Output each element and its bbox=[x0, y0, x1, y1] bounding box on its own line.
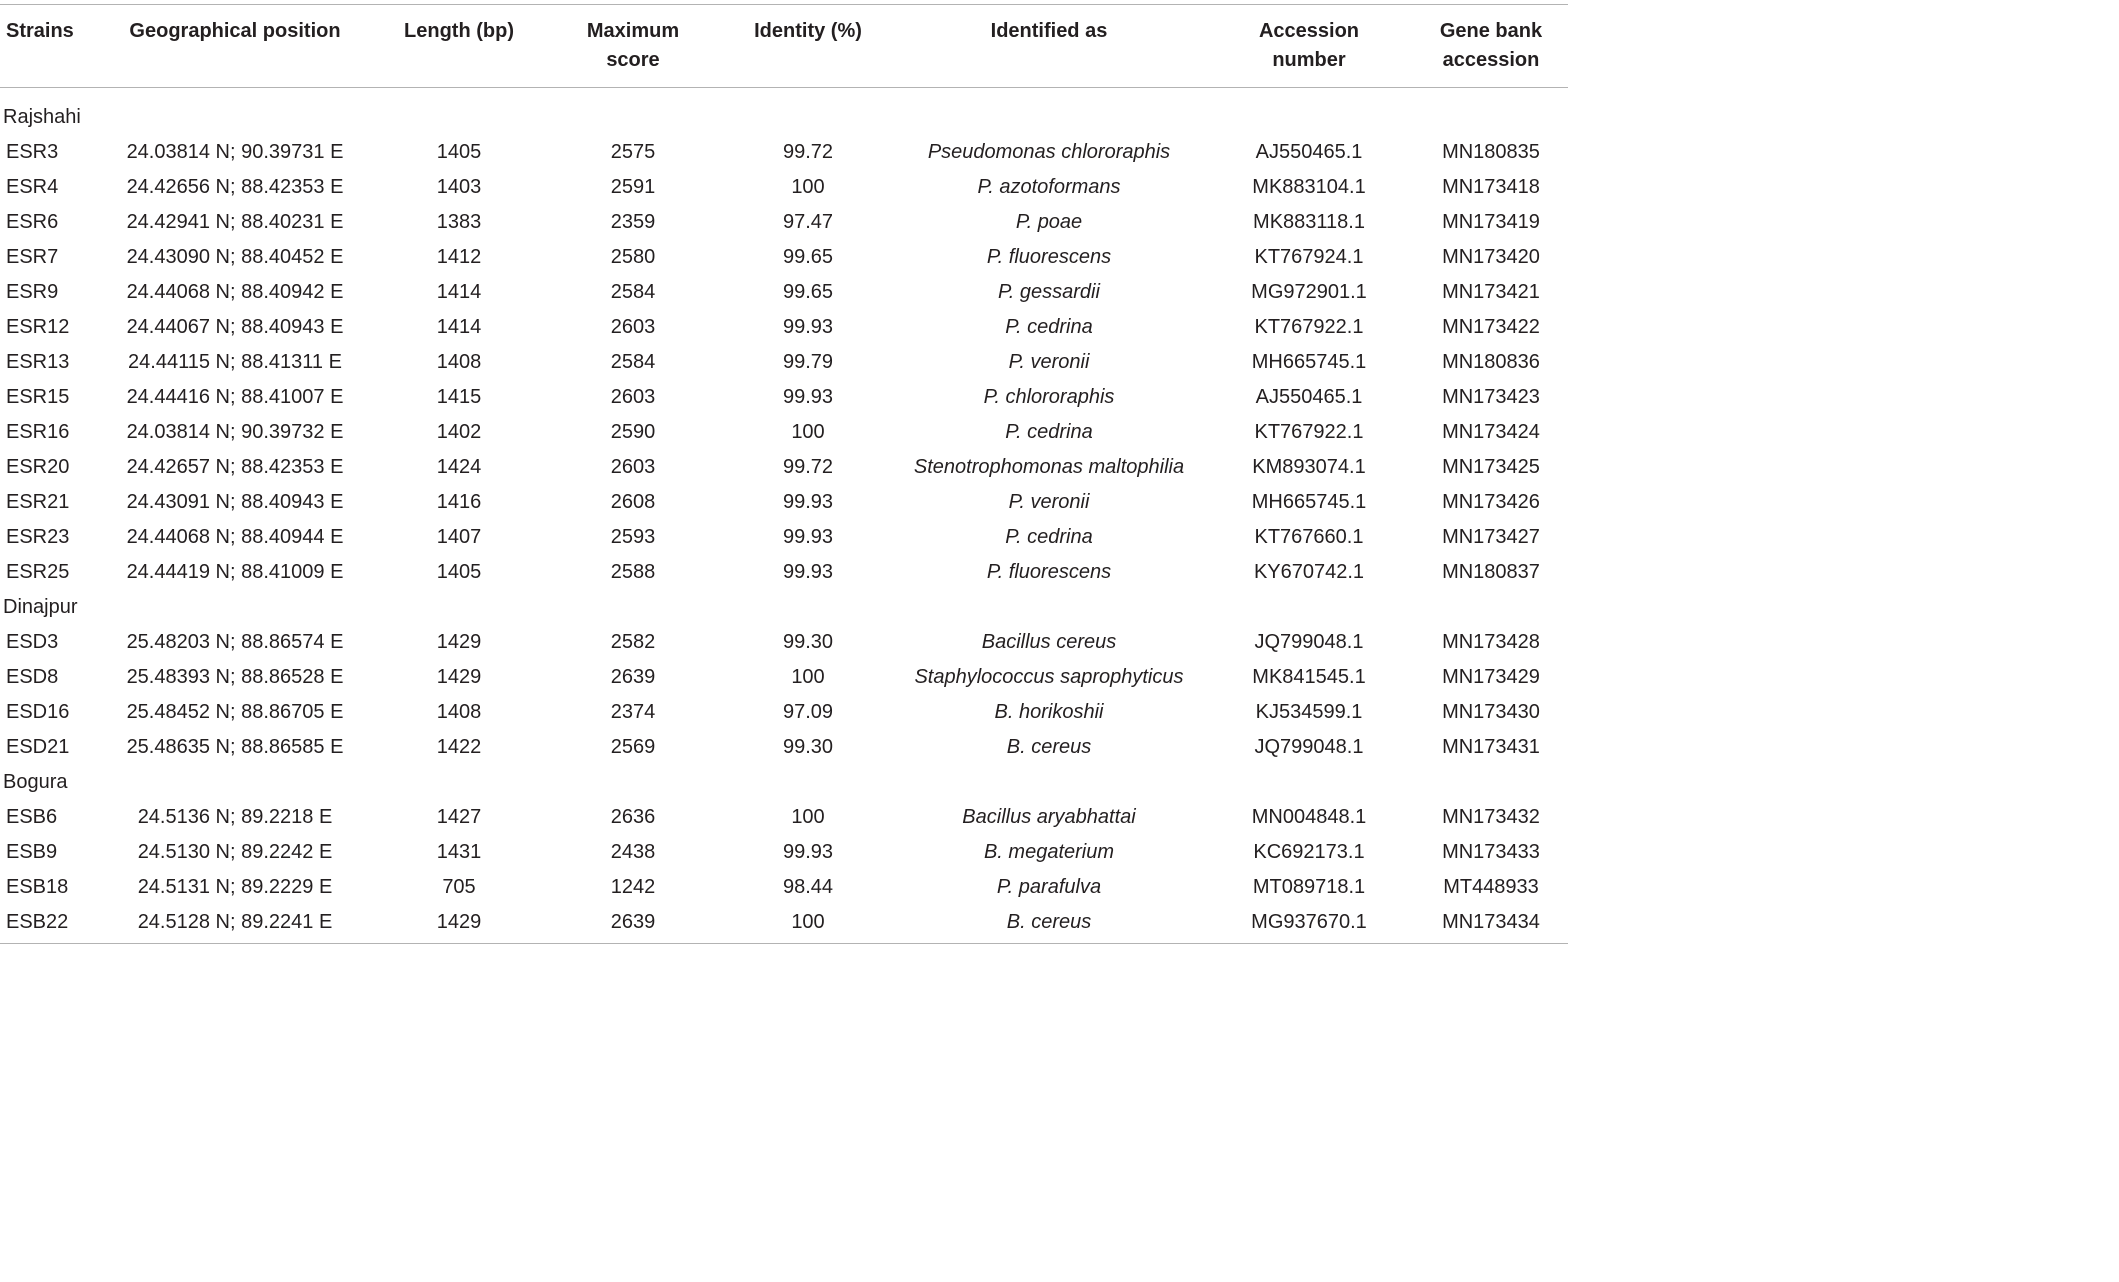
accession-number-cell: MT089718.1 bbox=[1252, 876, 1366, 898]
geographical-position-cell: 25.48203 N; 88.86574 E bbox=[126, 631, 344, 653]
geographical-position-cell: 24.03814 N; 90.39732 E bbox=[126, 421, 344, 443]
length-cell: 1416 bbox=[436, 491, 482, 513]
identity-cell: 99.79 bbox=[782, 351, 834, 373]
length-cell: 1414 bbox=[436, 316, 482, 338]
geographical-position-cell: 24.44115 N; 88.41311 E bbox=[128, 351, 342, 373]
table-row bbox=[0, 415, 1568, 450]
maximum-score-cell: 2374 bbox=[610, 701, 656, 723]
table-row bbox=[0, 730, 1568, 765]
strain-cell: ESB9 bbox=[6, 841, 58, 863]
gene-bank-accession-cell: MN173422 bbox=[1442, 316, 1540, 338]
accession-number-cell: KY670742.1 bbox=[1253, 561, 1365, 583]
strain-cell: ESR23 bbox=[6, 526, 70, 548]
length-cell: 1405 bbox=[436, 561, 482, 583]
geographical-position-cell: 24.42941 N; 88.40231 E bbox=[126, 211, 344, 233]
maximum-score-cell: 2575 bbox=[610, 141, 656, 163]
maximum-score-cell: 2603 bbox=[610, 316, 656, 338]
table-bottom-rule bbox=[0, 943, 1568, 944]
accession-number-cell: KJ534599.1 bbox=[1255, 701, 1363, 723]
strain-cell: ESR16 bbox=[6, 421, 70, 443]
identity-cell: 100 bbox=[791, 666, 825, 688]
table-row bbox=[0, 835, 1568, 870]
strain-cell: ESR7 bbox=[6, 246, 59, 268]
table-row bbox=[0, 450, 1568, 485]
identified-as-cell: P. cedrina bbox=[1005, 421, 1093, 443]
region-label: Bogura bbox=[3, 771, 68, 793]
header-geographical-position: Geographical position bbox=[129, 20, 341, 42]
geographical-position-cell: 24.5136 N; 89.2218 E bbox=[137, 806, 333, 828]
table-row bbox=[0, 170, 1568, 205]
gene-bank-accession-cell: MN173430 bbox=[1442, 701, 1540, 723]
accession-number-cell: JQ799048.1 bbox=[1254, 736, 1364, 758]
header-gene-bank-accession bbox=[1414, 4, 1568, 87]
table-row bbox=[0, 870, 1568, 905]
length-cell: 705 bbox=[442, 876, 476, 898]
identified-as-cell: B. cereus bbox=[1006, 911, 1092, 933]
identity-cell: 100 bbox=[791, 806, 825, 828]
length-cell: 1405 bbox=[436, 141, 482, 163]
identified-as-cell: P. gessardii bbox=[998, 281, 1100, 303]
identity-cell: 99.30 bbox=[782, 631, 834, 653]
table-body bbox=[0, 87, 1568, 940]
gene-bank-accession-cell: MN173426 bbox=[1442, 491, 1540, 513]
geographical-position-cell: 25.48635 N; 88.86585 E bbox=[126, 736, 344, 758]
accession-number-cell: KT767924.1 bbox=[1254, 246, 1364, 268]
accession-number-cell: MK883118.1 bbox=[1253, 211, 1365, 233]
maximum-score-cell: 2603 bbox=[610, 456, 656, 478]
strain-cell: ESD21 bbox=[6, 736, 70, 758]
accession-number-cell: MN004848.1 bbox=[1251, 806, 1367, 828]
identity-cell: 100 bbox=[791, 421, 825, 443]
geographical-position-cell: 25.48452 N; 88.86705 E bbox=[126, 701, 344, 723]
identity-cell: 97.09 bbox=[782, 701, 834, 723]
table-row bbox=[0, 380, 1568, 415]
identified-as-cell: P. cedrina bbox=[1005, 526, 1093, 548]
region-label: Dinajpur bbox=[3, 596, 78, 618]
identified-as-cell: P. fluorescens bbox=[986, 561, 1112, 583]
table-row bbox=[0, 905, 1568, 940]
table-row bbox=[0, 345, 1568, 380]
maximum-score-cell: 2588 bbox=[610, 561, 656, 583]
accession-number-cell: MG937670.1 bbox=[1251, 911, 1367, 933]
identified-as-cell: Bacillus cereus bbox=[981, 631, 1117, 653]
strain-cell: ESR3 bbox=[6, 141, 59, 163]
length-cell: 1402 bbox=[436, 421, 482, 443]
length-cell: 1408 bbox=[436, 351, 482, 373]
maximum-score-cell: 2639 bbox=[610, 666, 656, 688]
maximum-score-cell: 2591 bbox=[610, 176, 656, 198]
maximum-score-cell: 2580 bbox=[610, 246, 656, 268]
geographical-position-cell: 24.42657 N; 88.42353 E bbox=[126, 456, 344, 478]
geographical-position-cell: 24.5128 N; 89.2241 E bbox=[137, 911, 333, 933]
gene-bank-accession-cell: MN173428 bbox=[1442, 631, 1540, 653]
header-length: Length (bp) bbox=[404, 20, 514, 42]
length-cell: 1403 bbox=[436, 176, 482, 198]
identified-as-cell: B. cereus bbox=[1006, 736, 1092, 758]
maximum-score-cell: 2608 bbox=[610, 491, 656, 513]
gene-bank-accession-cell: MN173431 bbox=[1442, 736, 1540, 758]
identified-as-cell: P. veronii bbox=[1008, 351, 1090, 373]
gene-bank-accession-cell: MN173421 bbox=[1442, 281, 1540, 303]
identified-as-cell: P. poae bbox=[1015, 211, 1083, 233]
region-row bbox=[0, 100, 1568, 135]
maximum-score-cell: 2569 bbox=[610, 736, 656, 758]
table-row bbox=[0, 240, 1568, 275]
gene-bank-accession-cell: MN173432 bbox=[1442, 806, 1540, 828]
strain-cell: ESD16 bbox=[6, 701, 70, 723]
identity-cell: 99.30 bbox=[782, 736, 834, 758]
geographical-position-cell: 24.44068 N; 88.40942 E bbox=[126, 281, 344, 303]
header-accession-number-label: Accession number bbox=[1258, 20, 1360, 71]
identity-cell: 99.93 bbox=[782, 526, 834, 548]
strain-cell: ESR13 bbox=[6, 351, 70, 373]
header-spacer-cell bbox=[0, 87, 1568, 100]
header-identity: Identity (%) bbox=[754, 20, 862, 42]
identity-cell: 99.65 bbox=[782, 281, 834, 303]
gene-bank-accession-cell: MN173420 bbox=[1442, 246, 1540, 268]
table-row bbox=[0, 310, 1568, 345]
accession-number-cell: MK841545.1 bbox=[1252, 666, 1366, 688]
maximum-score-cell: 2593 bbox=[610, 526, 656, 548]
maximum-score-cell: 2582 bbox=[610, 631, 656, 653]
maximum-score-cell: 2636 bbox=[610, 806, 656, 828]
strain-cell: ESR6 bbox=[6, 211, 59, 233]
geographical-position-cell: 24.43090 N; 88.40452 E bbox=[126, 246, 344, 268]
region-label: Rajshahi bbox=[3, 106, 81, 128]
identified-as-cell: B. megaterium bbox=[983, 841, 1115, 863]
strain-cell: ESR12 bbox=[6, 316, 70, 338]
geographical-position-cell: 24.5131 N; 89.2229 E bbox=[137, 876, 333, 898]
length-cell: 1431 bbox=[436, 841, 482, 863]
table-row bbox=[0, 135, 1568, 170]
accession-number-cell: AJ550465.1 bbox=[1255, 141, 1363, 163]
length-cell: 1412 bbox=[436, 246, 482, 268]
accession-number-cell: KT767922.1 bbox=[1254, 316, 1364, 338]
accession-number-cell: MG972901.1 bbox=[1251, 281, 1367, 303]
strain-identification-table bbox=[0, 4, 1568, 940]
geographical-position-cell: 24.44419 N; 88.41009 E bbox=[126, 561, 344, 583]
strain-cell: ESB6 bbox=[6, 806, 58, 828]
gene-bank-accession-cell: MN173418 bbox=[1442, 176, 1540, 198]
table-row bbox=[0, 485, 1568, 520]
gene-bank-accession-cell: MN173433 bbox=[1442, 841, 1540, 863]
identified-as-cell: P. parafulva bbox=[996, 876, 1102, 898]
geographical-position-cell: 24.03814 N; 90.39731 E bbox=[126, 141, 344, 163]
region-row bbox=[0, 590, 1568, 625]
identity-cell: 98.44 bbox=[782, 876, 834, 898]
identity-cell: 99.93 bbox=[782, 841, 834, 863]
table-header bbox=[0, 4, 1568, 87]
geographical-position-cell: 24.42656 N; 88.42353 E bbox=[126, 176, 344, 198]
accession-number-cell: MK883104.1 bbox=[1252, 176, 1366, 198]
header-identified-as: Identified as bbox=[990, 20, 1108, 42]
accession-number-cell: KT767922.1 bbox=[1254, 421, 1364, 443]
gene-bank-accession-cell: MN180835 bbox=[1442, 141, 1540, 163]
identified-as-cell: P. azotoformans bbox=[977, 176, 1121, 198]
length-cell: 1427 bbox=[436, 806, 482, 828]
strain-cell: ESR4 bbox=[6, 176, 59, 198]
header-maximum-score bbox=[544, 4, 722, 87]
identity-cell: 97.47 bbox=[782, 211, 834, 233]
identified-as-cell: B. horikoshii bbox=[994, 701, 1104, 723]
accession-number-cell: KM893074.1 bbox=[1252, 456, 1366, 478]
length-cell: 1415 bbox=[436, 386, 482, 408]
length-cell: 1414 bbox=[436, 281, 482, 303]
length-cell: 1429 bbox=[436, 631, 482, 653]
length-cell: 1429 bbox=[436, 911, 482, 933]
table-row bbox=[0, 555, 1568, 590]
identity-cell: 100 bbox=[791, 176, 825, 198]
identified-as-cell: Pseudomonas chlororaphis bbox=[927, 141, 1171, 163]
length-cell: 1407 bbox=[436, 526, 482, 548]
identity-cell: 99.93 bbox=[782, 316, 834, 338]
identity-cell: 99.93 bbox=[782, 491, 834, 513]
maximum-score-cell: 2603 bbox=[610, 386, 656, 408]
strain-cell: ESR25 bbox=[6, 561, 70, 583]
identified-as-cell: Staphylococcus saprophyticus bbox=[914, 666, 1184, 688]
strain-cell: ESR15 bbox=[6, 386, 70, 408]
identified-as-cell: P. cedrina bbox=[1005, 316, 1093, 338]
maximum-score-cell: 2639 bbox=[610, 911, 656, 933]
length-cell: 1429 bbox=[436, 666, 482, 688]
strain-cell: ESR20 bbox=[6, 456, 70, 478]
gene-bank-accession-cell: MN173429 bbox=[1442, 666, 1540, 688]
strain-cell: ESD8 bbox=[6, 666, 59, 688]
gene-bank-accession-cell: MN173423 bbox=[1442, 386, 1540, 408]
table-row bbox=[0, 695, 1568, 730]
geographical-position-cell: 24.44416 N; 88.41007 E bbox=[126, 386, 344, 408]
maximum-score-cell: 2438 bbox=[610, 841, 656, 863]
identity-cell: 99.72 bbox=[782, 456, 834, 478]
maximum-score-cell: 1242 bbox=[610, 876, 656, 898]
table-row bbox=[0, 800, 1568, 835]
strain-cell: ESR21 bbox=[6, 491, 70, 513]
identified-as-cell: Bacillus aryabhattai bbox=[962, 806, 1136, 828]
accession-number-cell: KC692173.1 bbox=[1253, 841, 1365, 863]
length-cell: 1422 bbox=[436, 736, 482, 758]
identity-cell: 99.93 bbox=[782, 561, 834, 583]
strain-cell: ESB18 bbox=[6, 876, 69, 898]
maximum-score-cell: 2584 bbox=[610, 351, 656, 373]
geographical-position-cell: 24.44068 N; 88.40944 E bbox=[126, 526, 344, 548]
gene-bank-accession-cell: MN173419 bbox=[1442, 211, 1540, 233]
gene-bank-accession-cell: MN173434 bbox=[1442, 911, 1540, 933]
strain-cell: ESD3 bbox=[6, 631, 59, 653]
table-row bbox=[0, 520, 1568, 555]
region-row bbox=[0, 765, 1568, 800]
maximum-score-cell: 2359 bbox=[610, 211, 656, 233]
strain-cell: ESR9 bbox=[6, 281, 59, 303]
gene-bank-accession-cell: MT448933 bbox=[1443, 876, 1539, 898]
header-gene-bank-accession-label: Gene bank accession bbox=[1439, 20, 1543, 71]
table-row bbox=[0, 275, 1568, 310]
accession-number-cell: MH665745.1 bbox=[1251, 351, 1367, 373]
identified-as-cell: P. chlororaphis bbox=[983, 386, 1115, 408]
maximum-score-cell: 2590 bbox=[610, 421, 656, 443]
gene-bank-accession-cell: MN173427 bbox=[1442, 526, 1540, 548]
accession-number-cell: JQ799048.1 bbox=[1254, 631, 1364, 653]
length-cell: 1424 bbox=[436, 456, 482, 478]
table-row bbox=[0, 625, 1568, 660]
table-row bbox=[0, 205, 1568, 240]
identified-as-cell: P. fluorescens bbox=[986, 246, 1112, 268]
geographical-position-cell: 24.43091 N; 88.40943 E bbox=[126, 491, 344, 513]
geographical-position-cell: 25.48393 N; 88.86528 E bbox=[126, 666, 344, 688]
accession-number-cell: AJ550465.1 bbox=[1255, 386, 1363, 408]
identified-as-cell: P. veronii bbox=[1008, 491, 1090, 513]
gene-bank-accession-cell: MN180837 bbox=[1442, 561, 1540, 583]
length-cell: 1383 bbox=[436, 211, 482, 233]
identity-cell: 99.72 bbox=[782, 141, 834, 163]
gene-bank-accession-cell: MN180836 bbox=[1442, 351, 1540, 373]
identified-as-cell: Stenotrophomonas maltophilia bbox=[913, 456, 1185, 478]
accession-number-cell: KT767660.1 bbox=[1254, 526, 1364, 548]
identity-cell: 99.65 bbox=[782, 246, 834, 268]
header-strains: Strains bbox=[6, 20, 74, 42]
strain-cell: ESB22 bbox=[6, 911, 69, 933]
geographical-position-cell: 24.5130 N; 89.2242 E bbox=[137, 841, 333, 863]
header-spacer-row bbox=[0, 87, 1568, 100]
gene-bank-accession-cell: MN173425 bbox=[1442, 456, 1540, 478]
length-cell: 1408 bbox=[436, 701, 482, 723]
gene-bank-accession-cell: MN173424 bbox=[1442, 421, 1540, 443]
geographical-position-cell: 24.44067 N; 88.40943 E bbox=[126, 316, 344, 338]
identity-cell: 100 bbox=[791, 911, 825, 933]
identity-cell: 99.93 bbox=[782, 386, 834, 408]
header-maximum-score-label: Maximum score bbox=[586, 20, 680, 71]
table-row bbox=[0, 660, 1568, 695]
accession-number-cell: MH665745.1 bbox=[1251, 491, 1367, 513]
maximum-score-cell: 2584 bbox=[610, 281, 656, 303]
header-accession-number bbox=[1204, 4, 1414, 87]
